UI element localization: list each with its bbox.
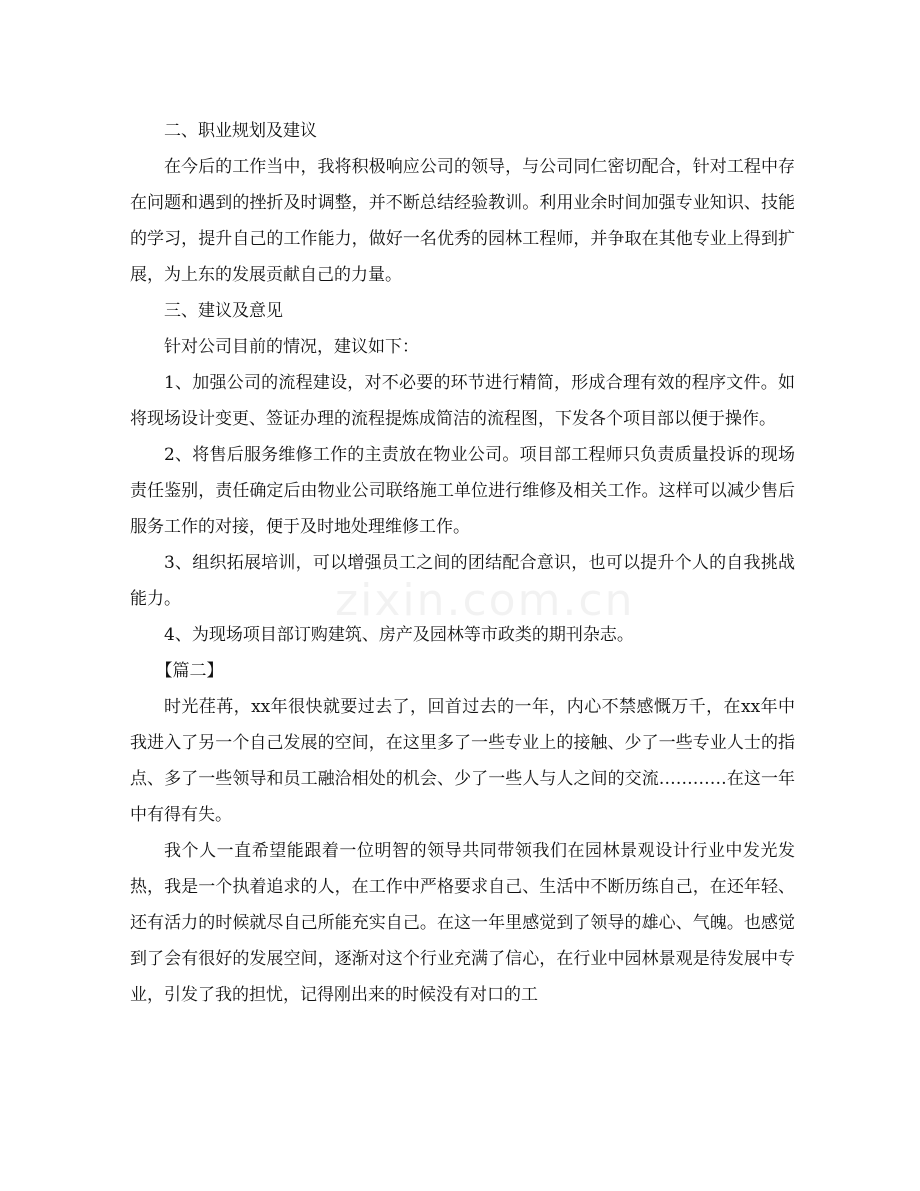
heading-suggestions: 三、建议及意见 bbox=[164, 301, 283, 321]
document-body bbox=[130, 113, 795, 1013]
paragraph-year-review: 时光荏苒，xx年很快就要过去了，回首过去的一年，内心不禁感慨万千，在xx年中我进入了另一个自己发展的空间，在这里多了一些专业上的接触、少了一些专业人士的指点、多了一些领导和员工融洽相处的机会、少了一些人与人之间的交流…………在这一年中有得有失。 bbox=[130, 697, 795, 825]
heading-career-planning: 二、职业规划及建议 bbox=[164, 121, 317, 141]
suggestion-item-2: 2、将售后服务维修工作的主责放在物业公司。项目部工程师只负责质量投诉的现场责任鉴别，责任确定后由物业公司联络施工单位进行维修及相关工作。这样可以减少售后服务工作的对接，便于及时地处理维修工作。 bbox=[130, 445, 795, 537]
suggestion-item-4: 4、为现场项目部订购建筑、房产及园林等市政类的期刊杂志。 bbox=[164, 625, 634, 645]
paragraph-career-plan: 在今后的工作当中，我将积极响应公司的领导，与公司同仁密切配合，针对工程中存在问题和遇到的挫折及时调整，并不断总结经验教训。利用业余时间加强专业知识、技能的学习，提升自己的工作能力，做好一名优秀的园林工程师，并争取在其他专业上得到扩展，为上东的发展贡献自己的力量。 bbox=[130, 157, 795, 285]
suggestion-item-1: 1、加强公司的流程建设，对不必要的环节进行精简，形成合理有效的程序文件。如将现场设计变更、签证办理的流程提炼成简洁的流程图，下发各个项目部以便于操作。 bbox=[130, 373, 795, 429]
paragraph-suggestions-intro: 针对公司目前的情况，建议如下： bbox=[164, 337, 419, 357]
section-heading-part-two: 【篇二】 bbox=[155, 661, 224, 681]
paragraph-personal-goals: 我个人一直希望能跟着一位明智的领导共同带领我们在园林景观设计行业中发光发热，我是一个执着追求的人，在工作中严格要求自己、生活中不断历练自己，在还年轻、还有活力的时候就尽自己所能充实自己。在这一年里感觉到了领导的雄心、气魄。也感觉到了会有很好的发展空间，逐渐对这个行业充满了信心，在行业中园林景观是待发展中专业，引发了我的担忧，记得刚出来的时候没有对口的工 bbox=[130, 841, 795, 1005]
watermark: zixin.com.cn bbox=[335, 575, 635, 626]
suggestion-item-3: 3、组织拓展培训，可以增强员工之间的团结配合意识，也可以提升个人的自我挑战能力。 bbox=[130, 553, 795, 609]
